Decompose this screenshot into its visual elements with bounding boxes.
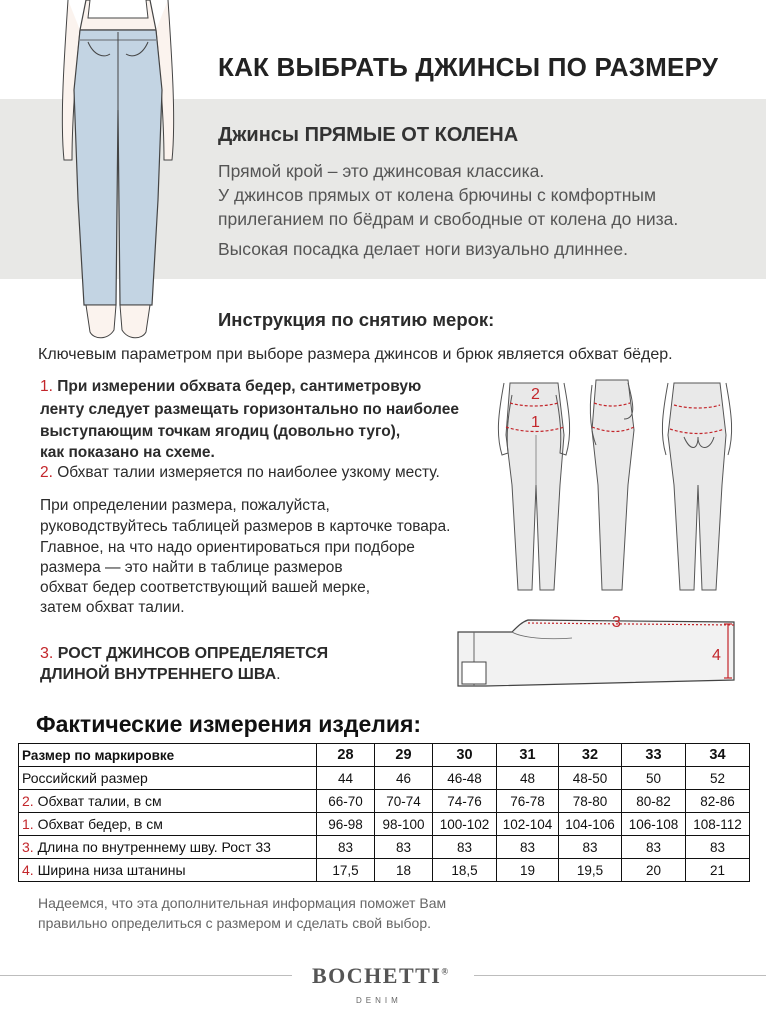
- step2-number: 2.: [40, 464, 53, 481]
- table-row: [19, 836, 750, 859]
- table-cell: 83: [375, 836, 433, 859]
- size-header: 33: [622, 744, 686, 767]
- row-number: 4.: [22, 862, 34, 878]
- advice-line: затем обхват талии.: [40, 599, 185, 616]
- size-header: 30: [433, 744, 497, 767]
- table-cell: 83: [686, 836, 750, 859]
- page-title: КАК ВЫБРАТЬ ДЖИНСЫ ПО РАЗМЕРУ: [218, 52, 719, 82]
- brand-name: BOCHETTI: [312, 963, 442, 988]
- step1-number: 1.: [40, 378, 53, 395]
- table-cell: 83: [622, 836, 686, 859]
- footer-divider-right: [474, 975, 766, 976]
- row-label-text: Обхват бедер, в см: [37, 816, 163, 832]
- advice-line: обхват бедер соответствующий вашей мерке,: [40, 579, 371, 596]
- size-header: 34: [686, 744, 750, 767]
- step3-line: [40, 645, 328, 663]
- row-label-text: Длина по внутреннему шву. Рост 33: [37, 839, 271, 855]
- table-row: [19, 813, 750, 836]
- step1-line: [40, 378, 421, 396]
- table-cell: 48-50: [559, 767, 622, 790]
- product-subtitle: [218, 124, 518, 147]
- footer-note: Надеемся, что эта дополнительная информация поможет Вам: [38, 895, 447, 911]
- figure-side: [590, 380, 634, 590]
- table-cell: 44: [317, 767, 375, 790]
- row-label: [19, 790, 317, 813]
- size-header: 29: [375, 744, 433, 767]
- jeans-flat-diagram: [452, 610, 742, 695]
- brand-logo: [312, 963, 450, 989]
- step1-line: ленту следует размещать горизонтально по наиболее: [40, 401, 459, 418]
- size-header: 28: [317, 744, 375, 767]
- brand-mark: ®: [441, 966, 450, 977]
- model-illustration: [38, 0, 198, 345]
- step3-text: ДЛИНОЙ ВНУТРЕННЕГО ШВА: [40, 666, 277, 683]
- row-number: 2.: [22, 793, 34, 809]
- step2-line: [40, 464, 440, 482]
- row-label: [19, 767, 317, 790]
- row-label: [19, 813, 317, 836]
- table-cell: 20: [622, 859, 686, 882]
- waist-label: 2: [531, 386, 540, 403]
- step3-text: РОСТ ДЖИНСОВ ОПРЕДЕЛЯЕТСЯ: [57, 645, 329, 662]
- table-cell: 78-80: [559, 790, 622, 813]
- advice-line: При определении размера, пожалуйста,: [40, 497, 330, 514]
- row-number: 1.: [22, 816, 34, 832]
- instructions-title: Инструкция по снятию мерок:: [218, 309, 495, 330]
- table-cell: 50: [622, 767, 686, 790]
- step2-text: Обхват талии измеряется по наиболее узкому месту.: [57, 464, 440, 481]
- table-cell: 83: [317, 836, 375, 859]
- table-cell: 17,5: [317, 859, 375, 882]
- table-cell: 18: [375, 859, 433, 882]
- table-cell: 82-86: [686, 790, 750, 813]
- table-cell: 108-112: [686, 813, 750, 836]
- table-cell: 48: [497, 767, 559, 790]
- step3-line: [40, 666, 281, 684]
- footer-note: правильно определиться с размером и сделать свой выбор.: [38, 915, 431, 931]
- header-label: Размер по маркировке: [19, 744, 317, 767]
- table-cell: 70-74: [375, 790, 433, 813]
- table-cell: 21: [686, 859, 750, 882]
- description-line: Прямой крой – это джинсовая классика.: [218, 161, 545, 181]
- row-label-text: Российский размер: [22, 770, 148, 786]
- table-cell: 80-82: [622, 790, 686, 813]
- row-number: 3.: [22, 839, 34, 855]
- hips-label: 1: [531, 414, 540, 431]
- table-cell: 83: [559, 836, 622, 859]
- description-line: Высокая посадка делает ноги визуально длиннее.: [218, 239, 628, 259]
- step3-number: 3.: [40, 645, 54, 662]
- step1-line: как показано на схеме.: [40, 444, 215, 461]
- step3-end: .: [276, 666, 281, 683]
- body-measurement-diagram: [488, 375, 748, 605]
- table-row: [19, 767, 750, 790]
- table-cell: 19: [497, 859, 559, 882]
- size-table: [18, 743, 750, 882]
- table-cell: 98-100: [375, 813, 433, 836]
- table-cell: 96-98: [317, 813, 375, 836]
- subtitle-prefix: Джинсы: [218, 124, 300, 146]
- row-label-text: Обхват талии, в см: [37, 793, 162, 809]
- table-row: [19, 859, 750, 882]
- step1-line: выступающим точкам ягодиц (довольно туго),: [40, 423, 401, 440]
- table-cell: 76-78: [497, 790, 559, 813]
- table-cell: 46-48: [433, 767, 497, 790]
- table-cell: 104-106: [559, 813, 622, 836]
- size-header: 32: [559, 744, 622, 767]
- step1-text: При измерении обхвата бедер, сантиметровую: [57, 378, 422, 395]
- table-cell: 83: [433, 836, 497, 859]
- table-header-row: [19, 744, 750, 767]
- advice-line: размера — это найти в таблице размеров: [40, 559, 343, 576]
- advice-line: Главное, на что надо ориентироваться при подборе: [40, 539, 415, 556]
- hem-label: 4: [712, 647, 721, 664]
- table-cell: 19,5: [559, 859, 622, 882]
- table-cell: 52: [686, 767, 750, 790]
- table-cell: 106-108: [622, 813, 686, 836]
- description-line: прилеганием по бёдрам и свободные от колена до низа.: [218, 209, 679, 229]
- footer-divider-left: [0, 975, 292, 976]
- inseam-label: 3: [612, 614, 621, 631]
- subtitle-bold: ПРЯМЫЕ ОТ КОЛЕНА: [304, 124, 519, 146]
- table-cell: 102-104: [497, 813, 559, 836]
- advice-line: руководствуйтесь таблицей размеров в карточке товара.: [40, 518, 451, 535]
- table-cell: 66-70: [317, 790, 375, 813]
- table-row: [19, 790, 750, 813]
- table-cell: 83: [497, 836, 559, 859]
- figure-back: [662, 383, 731, 590]
- size-header: 31: [497, 744, 559, 767]
- table-cell: 46: [375, 767, 433, 790]
- measurements-title: Фактические измерения изделия:: [36, 711, 422, 737]
- description-line: У джинсов прямых от колена брючины с комфортным: [218, 185, 657, 205]
- table-cell: 74-76: [433, 790, 497, 813]
- brand-subtitle: DENIM: [356, 996, 402, 1005]
- table-cell: 18,5: [433, 859, 497, 882]
- table-cell: 100-102: [433, 813, 497, 836]
- key-parameter-text: Ключевым параметром при выборе размера джинсов и брюк является обхват бёдер.: [38, 346, 673, 363]
- row-label: [19, 859, 317, 882]
- row-label-text: Ширина низа штанины: [37, 862, 186, 878]
- row-label: [19, 836, 317, 859]
